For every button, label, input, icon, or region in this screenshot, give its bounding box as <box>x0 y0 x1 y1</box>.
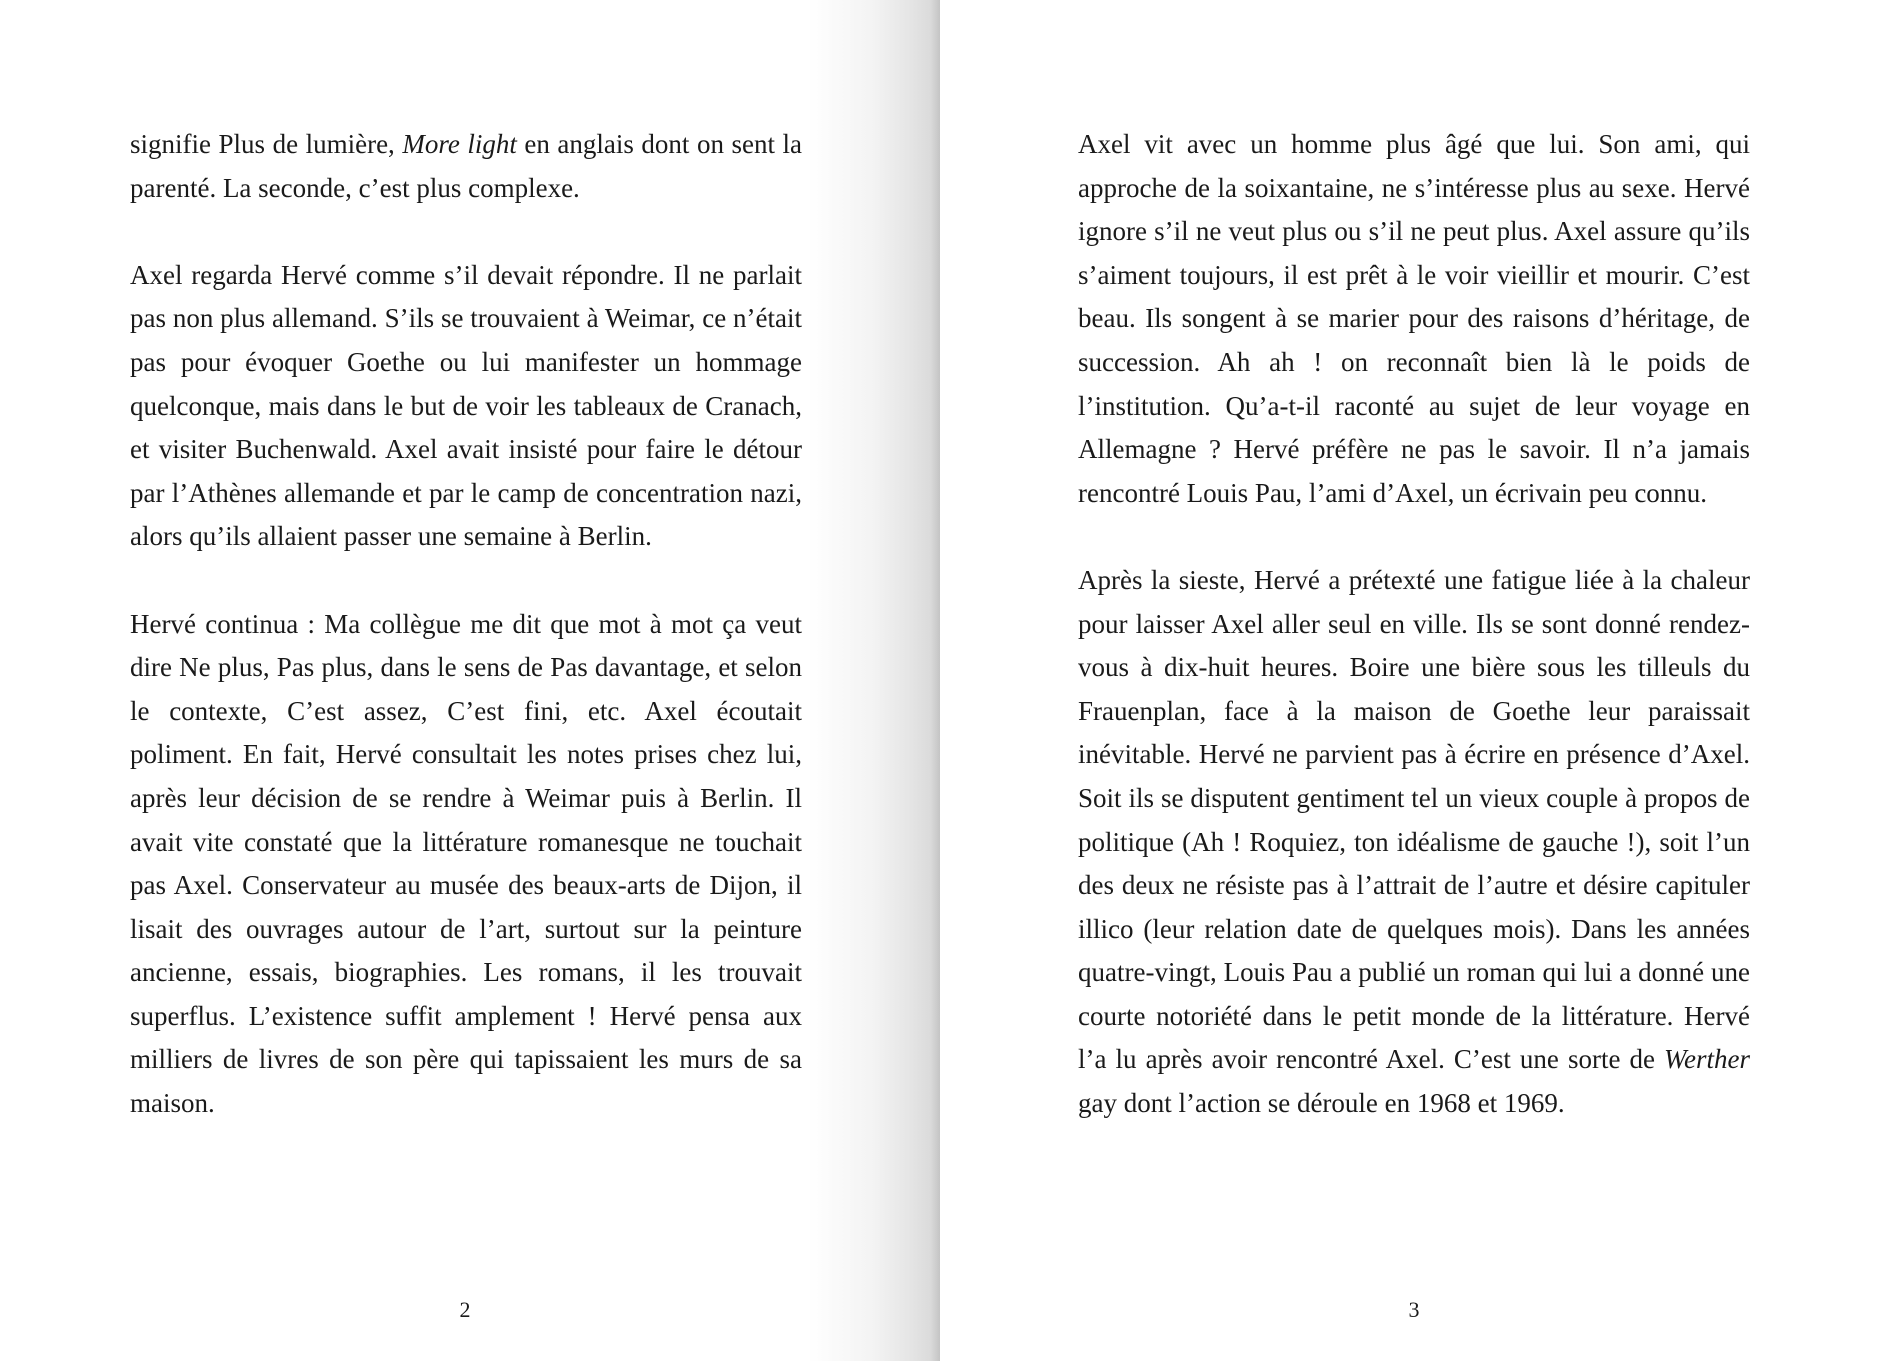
paragraph: Axel regarda Hervé comme s’il devait répondre. Il ne parlait pas non plus allemand. S’ils se trouvaient à Weimar, ce n’était pas pour évoquer Goethe ou lui manifester un hommage quelconque, mais dans le but de voir les tableaux de Cranach, et visiter Buchenwald. Axel avait insisté pour faire le détour par l’Athènes allemande et par le camp de concentration nazi, alors qu’ils allaient passer une semaine à Berlin. <box>130 259 802 552</box>
paragraph: Axel vit avec un homme plus âgé que lui. Son ami, qui approche de la soixantaine, ne s’intéresse plus au sexe. Hervé ignore s’il ne veut plus ou s’il ne peut plus. Axel assure qu’ils s’aiment toujours, il est prêt à le voir vieillir et mourir. C’est beau. Ils songent à se marier pour des raisons d’héritage, de succession. Ah ah ! on reconnaît bien là le poids de l’institution. Qu’a-t-il raconté au sujet de leur voyage en Allemagne ? Hervé préfère ne pas le savoir. Il n’a jamais rencontré Louis Pau, l’ami d’Axel, un écrivain peu connu. <box>1078 129 1750 508</box>
right-page <box>940 0 1878 1361</box>
italic-phrase: More light <box>402 129 517 159</box>
page-number: 2 <box>459 1297 471 1322</box>
page-number: 3 <box>1408 1297 1420 1322</box>
left-page-text <box>130 123 802 1126</box>
right-page-text <box>1078 123 1750 1126</box>
paragraph: signifie Plus de lumière, More light en anglais dont on sent la parenté. La seconde, c’est plus complexe. <box>130 129 802 203</box>
paragraph: Hervé continua : Ma collègue me dit que mot à mot ça veut dire Ne plus, Pas plus, dans le sens de Pas davantage, et selon le contexte, C’est assez, C’est fini, etc. Axel écoutait poliment. En fait, Hervé consultait les notes prises chez lui, après leur décision de se rendre à Weimar puis à Berlin. Il avait vite constaté que la littérature romanesque ne touchait pas Axel. Conservateur au musée des beaux-arts de Dijon, il lisait des ouvrages autour de l’art, surtout sur la peinture ancienne, essais, biographies. Les romans, il les trouvait superflus. L’existence suffit amplement ! Hervé pensa aux milliers de livres de son père qui tapissaient les murs de sa maison. <box>130 608 802 1119</box>
paragraph: Après la sieste, Hervé a prétexté une fatigue liée à la chaleur pour laisser Axel aller seul en ville. Ils se sont donné rendez-vous à dix-huit heures. Boire une bière sous les tilleuls du Frauenplan, face à la maison de Goethe leur paraissait inévitable. Hervé ne parvient pas à écrire en présence d’Axel. Soit ils se disputent gentiment tel un vieux couple à propos de politique (Ah ! Roquiez, ton idéalisme de gauche !), soit l’un des deux ne résiste pas à l’attrait de l’autre et désire capituler illico (leur relation date de quelques mois). Dans les années quatre-vingt, Louis Pau a publié un roman qui lui a donné une courte notoriété dans le petit monde de la littérature. Hervé l’a lu après avoir rencontré Axel. C’est une sorte de Werther gay dont l’action se déroule en 1968 et 1969. <box>1078 564 1750 1119</box>
italic-phrase: Werther <box>1664 1044 1750 1075</box>
